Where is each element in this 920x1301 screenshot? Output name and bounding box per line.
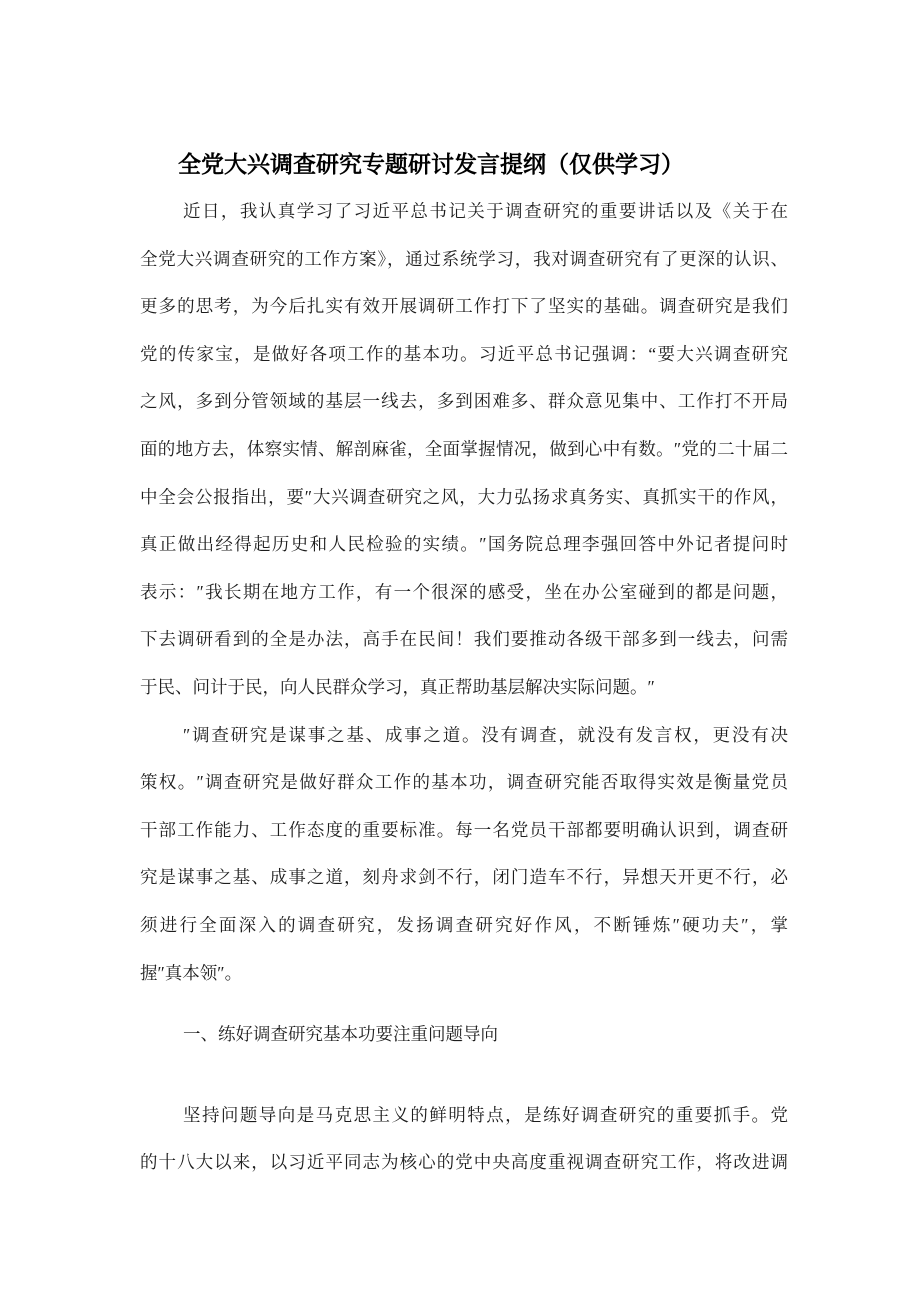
text-line: 策权。″调查研究是做好群众工作的基本功，调查研究能否取得实效是衡量党员 [140,772,788,793]
text-line: 近日，我认真学习了习近平总书记关于调查研究的重要讲话以及《关于在 [183,201,788,221]
text-line: 之风，多到分管领域的基层一线去，多到困难多、群众意见集中、工作打不开局 [140,391,788,412]
text-line: 中全会公报指出，要″大兴调查研究之风，大力弘扬求真务实、真抓实干的作风， [140,486,788,507]
para-3 [140,1092,788,1187]
section-heading-line: 一、练好调查研究基本功要注重问题导向 [183,1024,498,1045]
text-line: 干部工作能力、工作态度的重要标准。每一名党员干部都要明确认识到，调查研 [140,819,788,840]
text-line: 的十八大以来，以习近平同志为核心的党中央高度重视调查研究工作，将改进调 [140,1152,788,1173]
para-2 [140,712,788,998]
text-line: 握″真本领″。 [140,962,243,983]
text-line: 全党大兴调查研究的工作方案》，通过系统学习，我对调查研究有了更深的认识、 [140,248,788,269]
para-1 [140,188,788,712]
text-line: 党的传家宝，是做好各项工作的基本功。习近平总书记强调：“要大兴调查研究 [140,343,788,364]
text-line: 须进行全面深入的调查研究，发扬调查研究好作风，不断锤炼″硬功夫″，掌 [140,914,788,935]
text-line: 面的地方去，体察实情、解剖麻雀，全面掌握情况，做到心中有数。″党的二十届二 [140,438,788,459]
document-title: 全党大兴调查研究专题研讨发言提纲（仅供学习） [178,151,684,177]
text-line: 究是谋事之基、成事之道，刻舟求剑不行，闭门造车不行，异想天开更不行，必 [140,867,788,888]
document-body [140,188,788,1187]
text-line: 表示：″我长期在地方工作，有一个很深的感受，坐在办公室碰到的都是问题， [140,581,788,602]
text-line: 更多的思考，为今后扎实有效开展调研工作打下了坚实的基础。调查研究是我们 [140,296,788,317]
text-line: 坚持问题导向是马克思主义的鲜明特点，是练好调查研究的重要抓手。党 [183,1104,788,1125]
text-line: 真正做出经得起历史和人民检验的实绩。″国务院总理李强回答中外记者提问时 [140,534,788,555]
document-content [140,140,788,1187]
section-heading-1 [140,1011,788,1059]
text-line: ″调查研究是谋事之基、成事之道。没有调查，就没有发言权，更没有决 [183,724,788,745]
text-line: 于民、问计于民，向人民群众学习，真正帮助基层解决实际问题。″ [140,676,655,697]
text-line: 下去调研看到的全是办法，高手在民间！我们要推动各级干部多到一线去，问需 [140,629,788,650]
